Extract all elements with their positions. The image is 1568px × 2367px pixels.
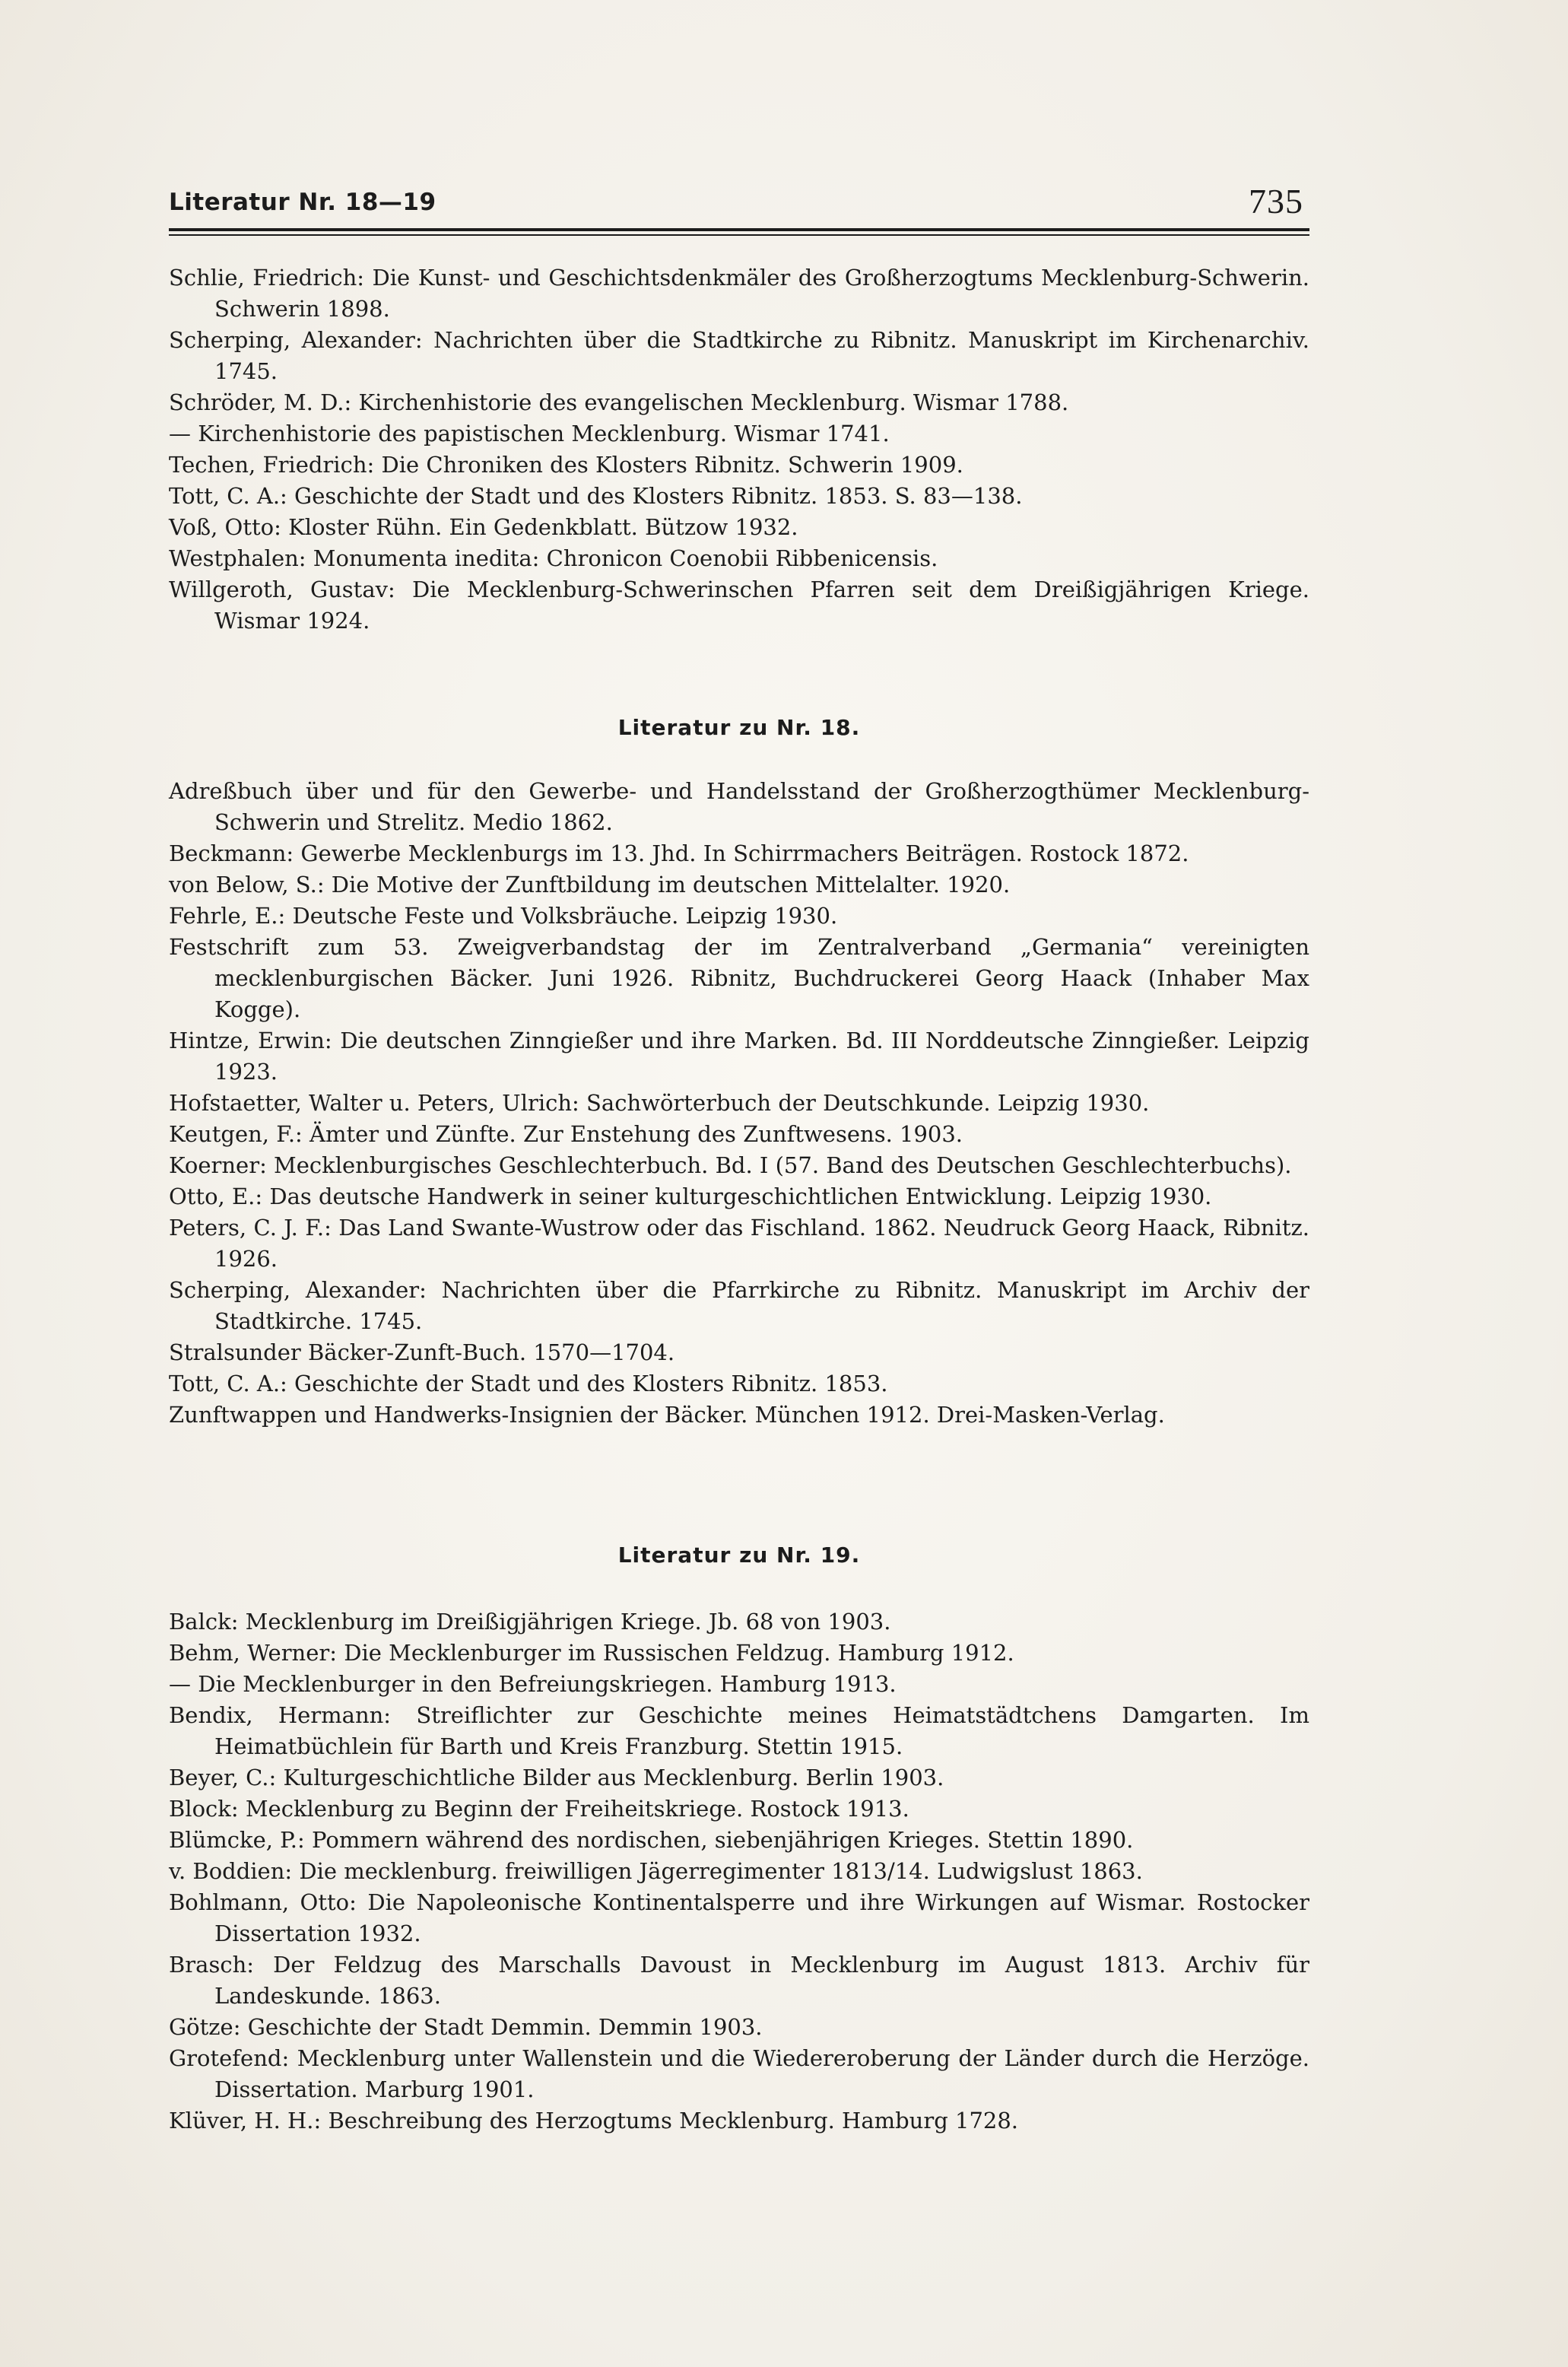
bibliography-entry: Beyer, C.: Kulturgeschichtliche Bilder aus Mecklenburg. Berlin 1903.: [169, 1765, 944, 1790]
bibliography-entry: Zunftwappen und Handwerks-Insignien der Bäcker. München 1912. Drei-Masken-Verlag.: [169, 1402, 1165, 1428]
bibliography-entry: Scherping, Alexander: Nachrichten über die Stadtkirche zu Ribnitz. Manuskript im Kirchenarchiv. 1745.: [169, 327, 1309, 384]
bibliography-entry: Peters, C. J. F.: Das Land Swante-Wustrow oder das Fischland. 1862. Neudruck Georg Haack, Ribnitz. 1926.: [169, 1215, 1309, 1272]
section-heading-19: Literatur zu Nr. 19.: [617, 1543, 861, 1568]
bibliography-entry: Otto, E.: Das deutsche Handwerk in seiner kulturgeschichtlichen Entwicklung. Leipzig 1930.: [169, 1184, 1212, 1209]
bibliography-entry: Festschrift zum 53. Zweigverbandstag der im Zentralverband „Germania“ vereinigten mecklenburgischen Bäcker. Juni 1926. Ribnitz, Buchdruckerei Georg Haack (Inhaber Max Kogge).: [169, 934, 1309, 1022]
bibliography-entry: Bohlmann, Otto: Die Napoleonische Kontinentalsperre und ihre Wirkungen auf Wismar. Rostocker Dissertation 1932.: [169, 1889, 1309, 1946]
bibliography-entry: Voß, Otto: Kloster Rühn. Ein Gedenkblatt. Bützow 1932.: [169, 514, 798, 540]
bibliography-entry: Hintze, Erwin: Die deutschen Zinngießer und ihre Marken. Bd. III Norddeutsche Zinngießer. Leipzig 1923.: [169, 1028, 1309, 1085]
section-heading-18: Literatur zu Nr. 18.: [617, 715, 861, 740]
page-number: 735: [1249, 182, 1303, 221]
bibliography-entry: Adreßbuch über und für den Gewerbe- und Handelsstand der Großherzogthümer Mecklenburg-Schwerin und Strelitz. Medio 1862.: [169, 778, 1309, 835]
bibliography-entry: Grotefend: Mecklenburg unter Wallenstein und die Wiedereroberung der Länder durch die Herzöge. Dissertation. Marburg 1901.: [169, 2045, 1309, 2102]
bibliography-entry: Scherping, Alexander: Nachrichten über die Pfarrkirche zu Ribnitz. Manuskript im Archiv der Stadtkirche. 1745.: [169, 1277, 1309, 1334]
bibliography-section-18: [169, 776, 1309, 1431]
header-rule-thick: [169, 228, 1309, 231]
bibliography-entry: — Kirchenhistorie des papistischen Mecklenburg. Wismar 1741.: [169, 421, 890, 446]
bibliography-entry: Bendix, Hermann: Streiflichter zur Geschichte meines Heimatstädtchens Damgarten. Im Heimatbüchlein für Barth und Kreis Franzburg. Stettin 1915.: [169, 1702, 1309, 1759]
bibliography-entry: — Die Mecklenburger in den Befreiungskriegen. Hamburg 1913.: [169, 1671, 897, 1697]
bibliography-entry: Keutgen, F.: Ämter und Zünfte. Zur Enstehung des Zunftwesens. 1903.: [169, 1121, 963, 1147]
bibliography-entry: Westphalen: Monumenta inedita: Chronicon Coenobii Ribbenicensis.: [169, 545, 938, 571]
header-rule-thin: [169, 234, 1309, 236]
bibliography-entry: Koerner: Mecklenburgisches Geschlechterbuch. Bd. I (57. Band des Deutschen Geschlechterbuchs).: [169, 1152, 1292, 1178]
bibliography-entry: Behm, Werner: Die Mecklenburger im Russischen Feldzug. Hamburg 1912.: [169, 1640, 1014, 1666]
bibliography-entry: Schröder, M. D.: Kirchenhistorie des evangelischen Mecklenburg. Wismar 1788.: [169, 389, 1069, 415]
bibliography-entry: Brasch: Der Feldzug des Marschalls Davoust in Mecklenburg im August 1813. Archiv für Landeskunde. 1863.: [169, 1952, 1309, 2009]
bibliography-entry: Schlie, Friedrich: Die Kunst- und Geschichtsdenkmäler des Großherzogtums Mecklenburg-Schwerin. Schwerin 1898.: [169, 265, 1309, 322]
bibliography-entry: Stralsunder Bäcker-Zunft-Buch. 1570—1704.: [169, 1339, 675, 1365]
bibliography-entry: Willgeroth, Gustav: Die Mecklenburg-Schwerinschen Pfarren seit dem Dreißigjährigen Kriege. Wismar 1924.: [169, 577, 1309, 634]
bibliography-entry: Hofstaetter, Walter u. Peters, Ulrich: Sachwörterbuch der Deutschkunde. Leipzig 1930.: [169, 1090, 1150, 1116]
bibliography-entry: Block: Mecklenburg zu Beginn der Freiheitskriege. Rostock 1913.: [169, 1796, 909, 1822]
bibliography-entry: v. Boddien: Die mecklenburg. freiwilligen Jägerregimenter 1813/14. Ludwigslust 1863.: [169, 1858, 1143, 1884]
bibliography-entry: Tott, C. A.: Geschichte der Stadt und des Klosters Ribnitz. 1853. S. 83—138.: [169, 483, 1023, 509]
bibliography-entry: Balck: Mecklenburg im Dreißigjährigen Kriege. Jb. 68 von 1903.: [169, 1609, 891, 1635]
bibliography-entry: Fehrle, E.: Deutsche Feste und Volksbräuche. Leipzig 1930.: [169, 903, 838, 929]
bibliography-entry: Tott, C. A.: Geschichte der Stadt und des Klosters Ribnitz. 1853.: [169, 1371, 888, 1396]
bibliography-entry: Blümcke, P.: Pommern während des nordischen, siebenjährigen Krieges. Stettin 1890.: [169, 1827, 1134, 1853]
bibliography-entry: Götze: Geschichte der Stadt Demmin. Demmin 1903.: [169, 2014, 763, 2040]
bibliography-entry: Klüver, H. H.: Beschreibung des Herzogtums Mecklenburg. Hamburg 1728.: [169, 2108, 1019, 2133]
bibliography-entry: Techen, Friedrich: Die Chroniken des Klosters Ribnitz. Schwerin 1909.: [169, 452, 963, 478]
running-head: Literatur Nr. 18—19: [169, 189, 436, 216]
page-header: [169, 181, 1309, 227]
bibliography-entry: von Below, S.: Die Motive der Zunftbildung im deutschen Mittelalter. 1920.: [169, 872, 1011, 898]
general-bibliography: [169, 262, 1309, 637]
bibliography-section-19: [169, 1606, 1309, 2137]
bibliography-entry: Beckmann: Gewerbe Mecklenburgs im 13. Jhd. In Schirrmachers Beiträgen. Rostock 1872.: [169, 840, 1189, 866]
